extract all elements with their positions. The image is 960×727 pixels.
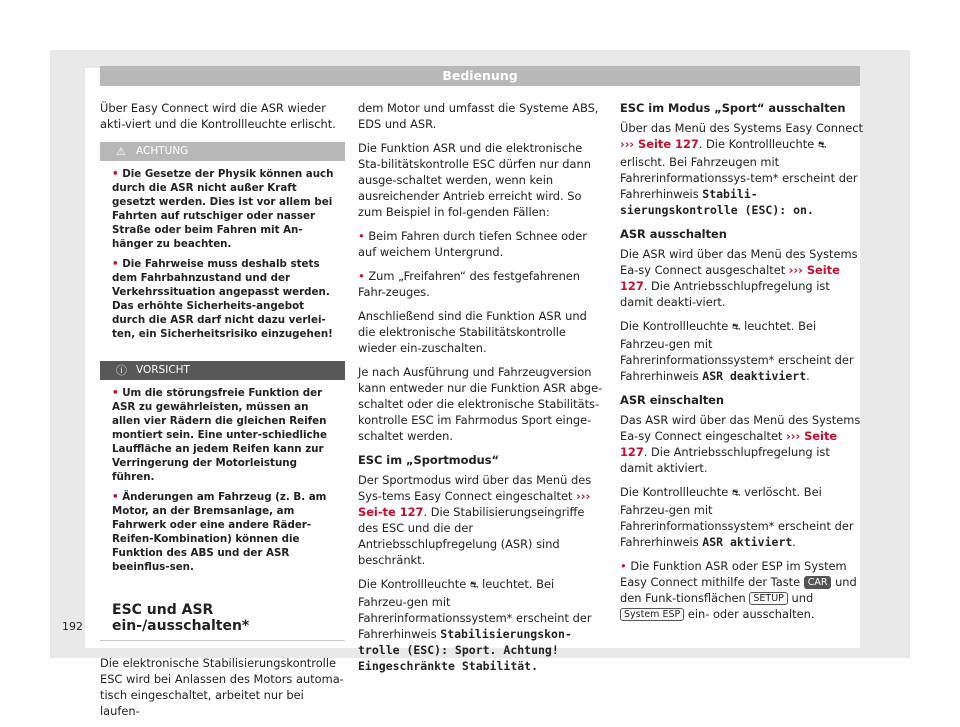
paragraph: Über das Menü des Systems Easy Connect ››› Seite 127. Die Kontrollleuchte ⛐ erlischt. Bei Fahrzeugen mit Fahrerinformationssys-tem* erscheint der Fahrerhinweis Stabili-sierungskontrolle (ESC): on.: [620, 121, 863, 217]
bullet-item: • Die Funktion ASR oder ESP im System Easy Connect mithilfe der Taste CAR und den Funk-tionsflächen SETUP und System ESP ein- oder ausschalten.: [620, 559, 857, 621]
paragraph: Die ASR wird über das Menü des Systems Ea-sy Connect ausgeschaltet ››› Seite 127. Die Antriebsschlupfregelung ist damit deakti-viert.: [620, 247, 858, 309]
paragraph: Das ASR wird über das Menü des Systems Ea-sy Connect eingeschaltet ››› Seite 127. Die Antriebsschlupfregelung ist damit aktiviert.: [620, 413, 861, 475]
bullet-item: • Zum „Freifahren“ des festgefahrenen Fahr-zeuges.: [358, 269, 581, 299]
bullet-item: • Beim Fahren durch tiefen Schnee oder auf weichem Untergrund.: [358, 229, 587, 259]
header-bar: Bedienung: [100, 66, 860, 86]
section-divider: [100, 640, 345, 641]
paragraph: Anschließend sind die Funktion ASR und die elektronische Stabilitätskontrolle wieder ein-zuschalten.: [358, 309, 587, 355]
caution-item: • Änderungen am Fahrzeug (z. B. am Motor, an der Bremsanlage, am Fahrwerk oder eine andere Räder-Reifen-Kombination) können die Funktion des ABS und der ASR beeinflus-sen.: [112, 491, 327, 573]
page-reference-link[interactable]: ››› Seite 127: [620, 137, 699, 151]
page-reference-link[interactable]: ››› Seite 127: [620, 263, 840, 293]
warning-header: ⚠ ACHTUNG: [100, 142, 345, 161]
paragraph: Die Funktion ASR und die elektronische Sta-bilitätskontrolle ESC dürfen nur dann ausge-schaltet werden, wenn kein ausreichender Antrieb erreicht wird. So zum Beispiel in fol-genden Fällen:: [358, 141, 591, 219]
column-2: [358, 100, 603, 682]
subheading: ESC im Modus „Sport“ ausschalten: [620, 101, 846, 115]
column-1: [100, 100, 345, 727]
warning-item: • Die Gesetze der Physik können auch durch die ASR nicht außer Kraft gesetzt werden. Dies ist vor allem bei Fahrten auf rutschiger oder nasser Straße oder beim Fahren mit An-hänger zu beachten.: [112, 168, 334, 250]
paragraph: Der Sportmodus wird über das Menü des Sys-tems Easy Connect eingeschaltet ››› Sei-te 127. Die Stabilisierungseingriffe des ESC und die der Antriebsschlupfregelung (ASR) sind beschränkt.: [358, 473, 592, 567]
info-circle-icon: ⓘ: [116, 364, 127, 377]
subheading: ASR einschalten: [620, 393, 725, 407]
paragraph: dem Motor und umfasst die Systeme ABS, EDS und ASR.: [358, 101, 599, 131]
subheading: ASR ausschalten: [620, 227, 727, 241]
section-text: Die elektronische Stabilisierungskontrolle ESC wird bei Anlassen des Motors automa-tisch eingeschaltet, arbeitet nur bei laufen-: [100, 656, 344, 718]
paragraph: Die Kontrollleuchte ⛐ leuchtet. Bei Fahrzeu-gen mit Fahrerinformationssystem* erscheint der Fahrerhinweis Stabilisierungskon-trolle (ESC): Sport. Achtung! Eingeschränkte Stabilität.: [358, 577, 592, 673]
column-3: [620, 100, 865, 630]
warning-item: • Die Fahrweise muss deshalb stets dem Fahrbahnzustand und der Verkehrssituation angepasst werden. Das erhöhte Sicherheits-angebot durch die ASR darf nicht dazu verlei-ten, ein Sicherheitsrisiko einzugehen!: [112, 258, 333, 340]
paragraph: Die Kontrollleuchte ⛐ leuchtet. Bei Fahrzeu-gen mit Fahrerinformationssystem* erscheint der Fahrerhinweis ASR deaktiviert.: [620, 319, 854, 383]
warning-triangle-icon: ⚠: [116, 145, 126, 158]
car-key-button[interactable]: CAR: [804, 576, 832, 589]
page-number: 192: [62, 620, 83, 633]
system-esp-key-button[interactable]: System ESP: [620, 608, 684, 621]
paragraph: Je nach Ausführung und Fahrzeugversion kann entweder nur die Funktion ASR abge-schaltet oder die elektronische Stabilitäts-kontrolle ESC im Fahrmodus Sport einge-schaltet werden.: [358, 365, 603, 443]
setup-key-button[interactable]: SETUP: [749, 592, 788, 605]
warning-box: [100, 142, 345, 341]
page-reference-link[interactable]: ››› Sei-te 127: [358, 489, 591, 519]
caution-item: • Um die störungsfreie Funktion der ASR zu gewährleisten, müssen an allen vier Rädern die gleichen Reifen montiert sein. Eine unter-schiedliche Lauffläche an jedem Reifen kann zur Verringerung der Motorleistung führen.: [112, 387, 327, 483]
page-reference-link[interactable]: ››› Seite 127: [620, 429, 838, 459]
warning-lamp-icon: ⛐: [731, 322, 741, 333]
caution-box: [100, 361, 345, 574]
section-title: ESC und ASR ein-/ausschalten*: [112, 602, 250, 634]
caution-header: ⓘ VORSICHT: [100, 361, 345, 380]
warning-lamp-icon: ⛐: [469, 580, 479, 591]
subheading: ESC im „Sportmodus“: [358, 453, 500, 467]
intro-text: Über Easy Connect wird die ASR wieder akti-viert und die Kontrollleuchte erlischt.: [100, 101, 336, 131]
paragraph: Die Kontrollleuchte ⛐ verlöscht. Bei Fahrzeu-gen mit Fahrerinformationssystem* erscheint der Fahrerhinweis ASR aktiviert.: [620, 485, 854, 549]
warning-lamp-icon: ⛐: [817, 140, 827, 151]
warning-lamp-icon: ⛐: [731, 488, 741, 499]
